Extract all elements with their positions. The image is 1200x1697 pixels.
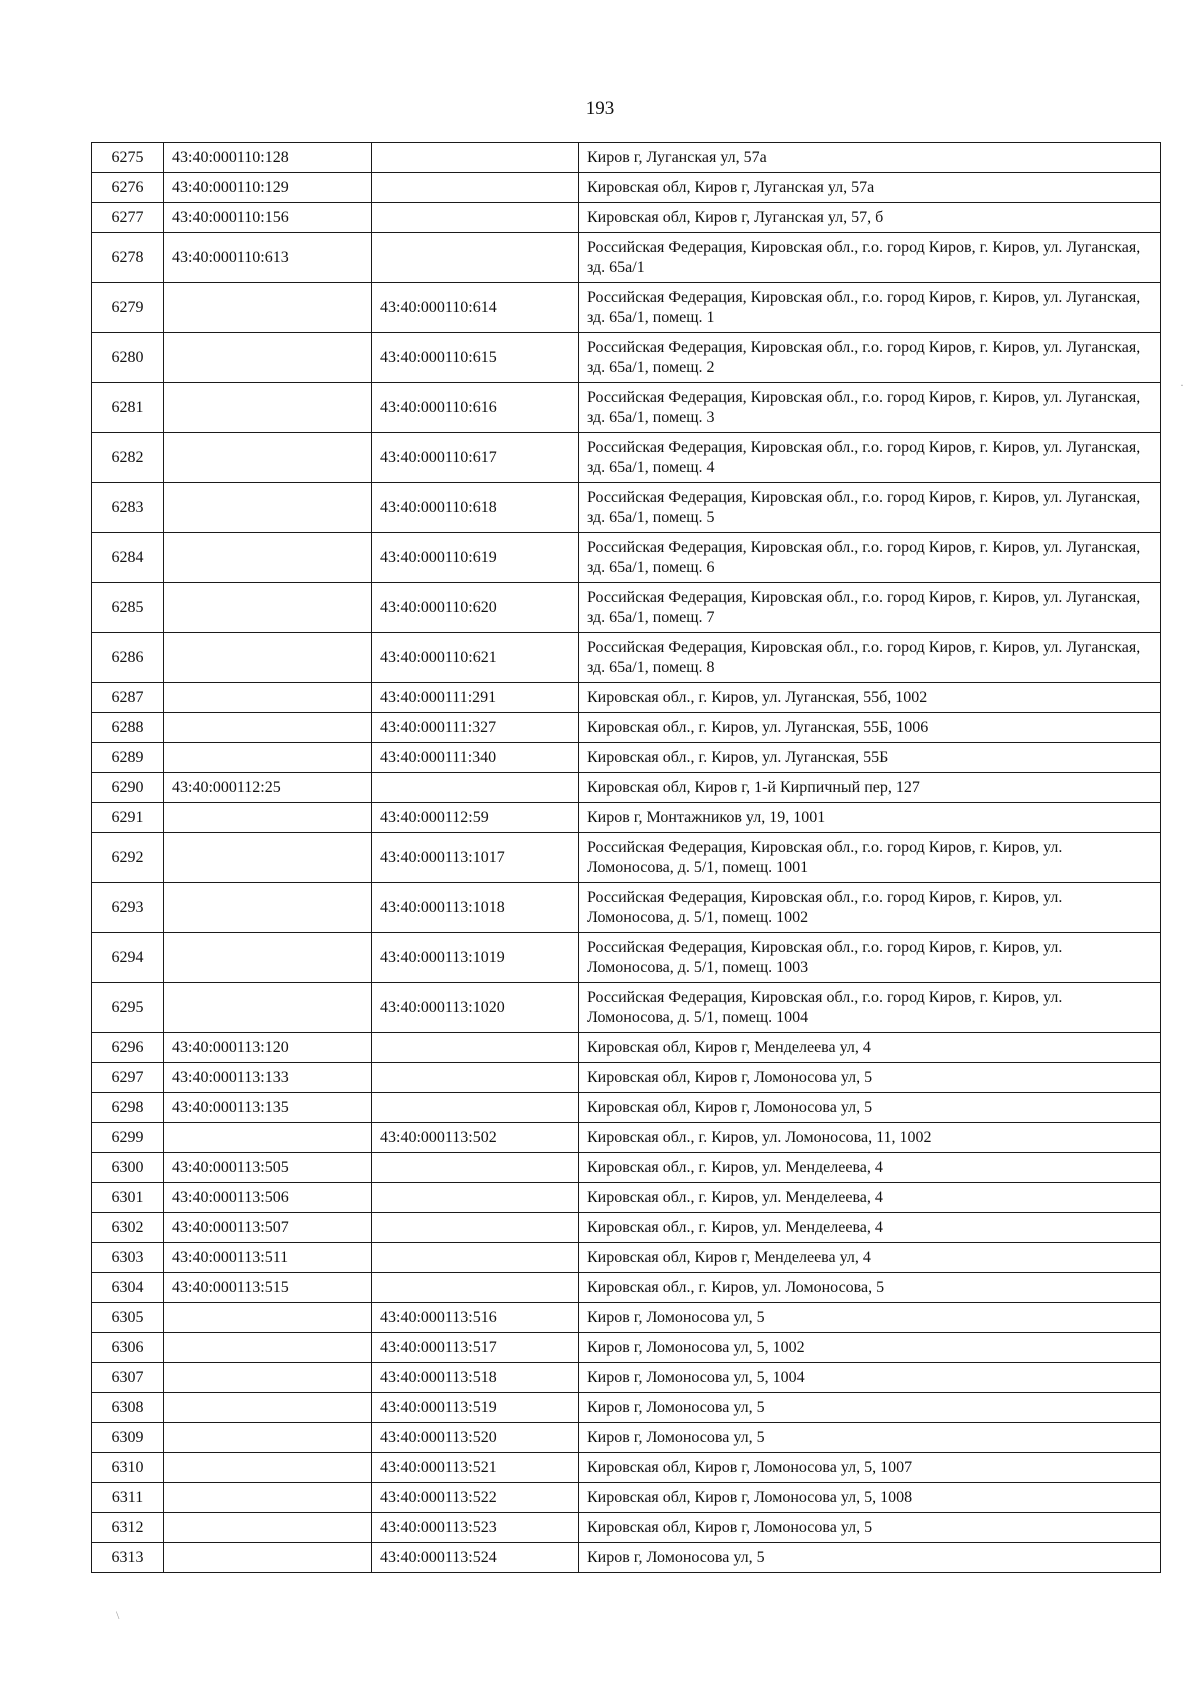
table-row bbox=[92, 173, 1161, 203]
premises-cadastral-number-cell: 43:40:000113:1020 bbox=[372, 983, 579, 1033]
table-row bbox=[92, 683, 1161, 713]
table-row bbox=[92, 1303, 1161, 1333]
row-number-cell: 6278 bbox=[92, 233, 164, 283]
table-row bbox=[92, 1213, 1161, 1243]
table-row bbox=[92, 1063, 1161, 1093]
table-row bbox=[92, 633, 1161, 683]
premises-cadastral-number-cell: 43:40:000112:59 bbox=[372, 803, 579, 833]
table-row bbox=[92, 1513, 1161, 1543]
row-number-cell: 6276 bbox=[92, 173, 164, 203]
cadastral-number-cell bbox=[164, 1543, 372, 1573]
cadastral-number-cell bbox=[164, 333, 372, 383]
premises-cadastral-number-cell bbox=[372, 233, 579, 283]
table-row bbox=[92, 433, 1161, 483]
table-row bbox=[92, 1153, 1161, 1183]
table-row bbox=[92, 1273, 1161, 1303]
cadastral-number-cell bbox=[164, 1363, 372, 1393]
cadastral-number-cell bbox=[164, 743, 372, 773]
premises-cadastral-number-cell: 43:40:000110:617 bbox=[372, 433, 579, 483]
premises-cadastral-number-cell bbox=[372, 1243, 579, 1273]
row-number-cell: 6298 bbox=[92, 1093, 164, 1123]
row-number-cell: 6302 bbox=[92, 1213, 164, 1243]
table-row bbox=[92, 533, 1161, 583]
row-number-cell: 6313 bbox=[92, 1543, 164, 1573]
premises-cadastral-number-cell: 43:40:000113:521 bbox=[372, 1453, 579, 1483]
premises-cadastral-number-cell: 43:40:000110:620 bbox=[372, 583, 579, 633]
cadastral-number-cell: 43:40:000113:133 bbox=[164, 1063, 372, 1093]
cadastral-number-cell: 43:40:000113:505 bbox=[164, 1153, 372, 1183]
address-cell: Кировская обл., г. Киров, ул. Луганская, 55Б bbox=[579, 743, 1161, 773]
scan-speck: \ bbox=[116, 1608, 120, 1622]
premises-cadastral-number-cell: 43:40:000113:517 bbox=[372, 1333, 579, 1363]
address-cell: Кировская обл, Киров г, Ломоносова ул, 5 bbox=[579, 1513, 1161, 1543]
address-cell: Киров г, Ломоносова ул, 5, 1004 bbox=[579, 1363, 1161, 1393]
table-row bbox=[92, 1393, 1161, 1423]
address-cell: Кировская обл, Киров г, Ломоносова ул, 5, 1008 bbox=[579, 1483, 1161, 1513]
row-number-cell: 6303 bbox=[92, 1243, 164, 1273]
premises-cadastral-number-cell: 43:40:000111:327 bbox=[372, 713, 579, 743]
row-number-cell: 6294 bbox=[92, 933, 164, 983]
table-row bbox=[92, 933, 1161, 983]
row-number-cell: 6301 bbox=[92, 1183, 164, 1213]
cadastral-number-cell bbox=[164, 533, 372, 583]
cadastral-number-cell bbox=[164, 383, 372, 433]
premises-cadastral-number-cell: 43:40:000113:516 bbox=[372, 1303, 579, 1333]
cadastral-number-cell bbox=[164, 683, 372, 713]
address-cell: Российская Федерация, Кировская обл., г.о. город Киров, г. Киров, ул. Ломоносова, д. 5/1, помещ. 1001 bbox=[579, 833, 1161, 883]
table-row bbox=[92, 1183, 1161, 1213]
row-number-cell: 6279 bbox=[92, 283, 164, 333]
row-number-cell: 6280 bbox=[92, 333, 164, 383]
premises-cadastral-number-cell bbox=[372, 143, 579, 173]
address-cell: Российская Федерация, Кировская обл., г.о. город Киров, г. Киров, ул. Ломоносова, д. 5/1, помещ. 1002 bbox=[579, 883, 1161, 933]
premises-cadastral-number-cell bbox=[372, 173, 579, 203]
cadastral-number-cell bbox=[164, 833, 372, 883]
cadastral-number-cell bbox=[164, 433, 372, 483]
row-number-cell: 6290 bbox=[92, 773, 164, 803]
cadastral-number-cell: 43:40:000113:515 bbox=[164, 1273, 372, 1303]
cadastral-number-cell: 43:40:000110:156 bbox=[164, 203, 372, 233]
row-number-cell: 6299 bbox=[92, 1123, 164, 1153]
address-cell: Кировская обл., г. Киров, ул. Менделеева, 4 bbox=[579, 1213, 1161, 1243]
address-cell: Российская Федерация, Кировская обл., г.о. город Киров, г. Киров, ул. Луганская, зд. 65а/1, помещ. 4 bbox=[579, 433, 1161, 483]
address-cell: Киров г, Ломоносова ул, 5 bbox=[579, 1303, 1161, 1333]
address-cell: Кировская обл, Киров г, Ломоносова ул, 5 bbox=[579, 1093, 1161, 1123]
row-number-cell: 6305 bbox=[92, 1303, 164, 1333]
cadastral-number-cell bbox=[164, 1423, 372, 1453]
premises-cadastral-number-cell: 43:40:000110:621 bbox=[372, 633, 579, 683]
cadastral-number-cell bbox=[164, 1453, 372, 1483]
table-row bbox=[92, 1093, 1161, 1123]
table-row bbox=[92, 233, 1161, 283]
premises-cadastral-number-cell bbox=[372, 1093, 579, 1123]
address-cell: Российская Федерация, Кировская обл., г.о. город Киров, г. Киров, ул. Луганская, зд. 65а/1, помещ. 2 bbox=[579, 333, 1161, 383]
row-number-cell: 6304 bbox=[92, 1273, 164, 1303]
table-row bbox=[92, 1333, 1161, 1363]
premises-cadastral-number-cell: 43:40:000113:502 bbox=[372, 1123, 579, 1153]
address-cell: Кировская обл, Киров г, 1-й Кирпичный пер, 127 bbox=[579, 773, 1161, 803]
address-cell: Киров г, Монтажников ул, 19, 1001 bbox=[579, 803, 1161, 833]
table-row bbox=[92, 1033, 1161, 1063]
row-number-cell: 6308 bbox=[92, 1393, 164, 1423]
address-cell: Кировская обл, Киров г, Ломоносова ул, 5 bbox=[579, 1063, 1161, 1093]
cadastral-registry-table bbox=[91, 142, 1161, 1573]
address-cell: Российская Федерация, Кировская обл., г.о. город Киров, г. Киров, ул. Луганская, зд. 65а/1, помещ. 8 bbox=[579, 633, 1161, 683]
address-cell: Кировская обл., г. Киров, ул. Луганская, 55б, 1002 bbox=[579, 683, 1161, 713]
premises-cadastral-number-cell: 43:40:000110:614 bbox=[372, 283, 579, 333]
page-number: 193 bbox=[585, 98, 615, 119]
cadastral-number-cell bbox=[164, 1513, 372, 1543]
table-row bbox=[92, 283, 1161, 333]
cadastral-number-cell: 43:40:000113:506 bbox=[164, 1183, 372, 1213]
row-number-cell: 6292 bbox=[92, 833, 164, 883]
address-cell: Кировская обл., г. Киров, ул. Менделеева, 4 bbox=[579, 1153, 1161, 1183]
cadastral-number-cell bbox=[164, 1393, 372, 1423]
address-cell: Российская Федерация, Кировская обл., г.о. город Киров, г. Киров, ул. Ломоносова, д. 5/1, помещ. 1003 bbox=[579, 933, 1161, 983]
row-number-cell: 6300 bbox=[92, 1153, 164, 1183]
row-number-cell: 6282 bbox=[92, 433, 164, 483]
premises-cadastral-number-cell: 43:40:000111:291 bbox=[372, 683, 579, 713]
premises-cadastral-number-cell bbox=[372, 1033, 579, 1063]
row-number-cell: 6283 bbox=[92, 483, 164, 533]
row-number-cell: 6293 bbox=[92, 883, 164, 933]
table-row bbox=[92, 803, 1161, 833]
table-row bbox=[92, 1363, 1161, 1393]
cadastral-number-cell: 43:40:000110:129 bbox=[164, 173, 372, 203]
cadastral-number-cell bbox=[164, 283, 372, 333]
address-cell: Кировская обл., г. Киров, ул. Ломоносова, 11, 1002 bbox=[579, 1123, 1161, 1153]
premises-cadastral-number-cell: 43:40:000113:1018 bbox=[372, 883, 579, 933]
premises-cadastral-number-cell: 43:40:000113:522 bbox=[372, 1483, 579, 1513]
premises-cadastral-number-cell: 43:40:000113:520 bbox=[372, 1423, 579, 1453]
cadastral-number-cell bbox=[164, 1303, 372, 1333]
cadastral-number-cell: 43:40:000110:613 bbox=[164, 233, 372, 283]
cadastral-number-cell bbox=[164, 933, 372, 983]
table-row bbox=[92, 833, 1161, 883]
address-cell: Российская Федерация, Кировская обл., г.о. город Киров, г. Киров, ул. Луганская, зд. 65а/1, помещ. 1 bbox=[579, 283, 1161, 333]
row-number-cell: 6312 bbox=[92, 1513, 164, 1543]
address-cell: Российская Федерация, Кировская обл., г.о. город Киров, г. Киров, ул. Луганская, зд. 65а/1, помещ. 6 bbox=[579, 533, 1161, 583]
table-row bbox=[92, 483, 1161, 533]
premises-cadastral-number-cell bbox=[372, 1273, 579, 1303]
cadastral-number-cell bbox=[164, 583, 372, 633]
cadastral-number-cell: 43:40:000113:511 bbox=[164, 1243, 372, 1273]
premises-cadastral-number-cell: 43:40:000110:616 bbox=[372, 383, 579, 433]
cadastral-number-cell bbox=[164, 1333, 372, 1363]
premises-cadastral-number-cell: 43:40:000113:1019 bbox=[372, 933, 579, 983]
row-number-cell: 6275 bbox=[92, 143, 164, 173]
table-row bbox=[92, 1243, 1161, 1273]
address-cell: Российская Федерация, Кировская обл., г.о. город Киров, г. Киров, ул. Луганская, зд. 65а/1, помещ. 7 bbox=[579, 583, 1161, 633]
premises-cadastral-number-cell: 43:40:000113:524 bbox=[372, 1543, 579, 1573]
address-cell: Киров г, Луганская ул, 57а bbox=[579, 143, 1161, 173]
address-cell: Кировская обл, Киров г, Луганская ул, 57, б bbox=[579, 203, 1161, 233]
table-row bbox=[92, 743, 1161, 773]
premises-cadastral-number-cell: 43:40:000113:518 bbox=[372, 1363, 579, 1393]
premises-cadastral-number-cell bbox=[372, 773, 579, 803]
premises-cadastral-number-cell: 43:40:000110:619 bbox=[372, 533, 579, 583]
row-number-cell: 6297 bbox=[92, 1063, 164, 1093]
address-cell: Кировская обл, Киров г, Менделеева ул, 4 bbox=[579, 1243, 1161, 1273]
premises-cadastral-number-cell: 43:40:000111:340 bbox=[372, 743, 579, 773]
row-number-cell: 6311 bbox=[92, 1483, 164, 1513]
table-row bbox=[92, 1453, 1161, 1483]
table-row bbox=[92, 143, 1161, 173]
table-row bbox=[92, 1423, 1161, 1453]
address-cell: Киров г, Ломоносова ул, 5, 1002 bbox=[579, 1333, 1161, 1363]
address-cell: Киров г, Ломоносова ул, 5 bbox=[579, 1423, 1161, 1453]
premises-cadastral-number-cell: 43:40:000110:618 bbox=[372, 483, 579, 533]
row-number-cell: 6289 bbox=[92, 743, 164, 773]
table-row bbox=[92, 983, 1161, 1033]
cadastral-number-cell: 43:40:000113:135 bbox=[164, 1093, 372, 1123]
address-cell: Кировская обл., г. Киров, ул. Луганская, 55Б, 1006 bbox=[579, 713, 1161, 743]
cadastral-number-cell: 43:40:000110:128 bbox=[164, 143, 372, 173]
address-cell: Кировская обл, Киров г, Менделеева ул, 4 bbox=[579, 1033, 1161, 1063]
row-number-cell: 6306 bbox=[92, 1333, 164, 1363]
table-row bbox=[92, 883, 1161, 933]
table-row bbox=[92, 1483, 1161, 1513]
table-body bbox=[92, 143, 1161, 1573]
scan-speck: · bbox=[1180, 378, 1184, 392]
table-row bbox=[92, 773, 1161, 803]
row-number-cell: 6295 bbox=[92, 983, 164, 1033]
table-row bbox=[92, 383, 1161, 433]
table-row bbox=[92, 203, 1161, 233]
row-number-cell: 6286 bbox=[92, 633, 164, 683]
address-cell: Российская Федерация, Кировская обл., г.о. город Киров, г. Киров, ул. Луганская, зд. 65а/1, помещ. 3 bbox=[579, 383, 1161, 433]
premises-cadastral-number-cell bbox=[372, 1153, 579, 1183]
cadastral-number-cell: 43:40:000113:120 bbox=[164, 1033, 372, 1063]
premises-cadastral-number-cell bbox=[372, 1183, 579, 1213]
address-cell: Российская Федерация, Кировская обл., г.о. город Киров, г. Киров, ул. Ломоносова, д. 5/1, помещ. 1004 bbox=[579, 983, 1161, 1033]
cadastral-number-cell bbox=[164, 803, 372, 833]
premises-cadastral-number-cell bbox=[372, 1063, 579, 1093]
address-cell: Киров г, Ломоносова ул, 5 bbox=[579, 1543, 1161, 1573]
cadastral-number-cell bbox=[164, 713, 372, 743]
address-cell: Киров г, Ломоносова ул, 5 bbox=[579, 1393, 1161, 1423]
table-row bbox=[92, 583, 1161, 633]
address-cell: Кировская обл, Киров г, Луганская ул, 57а bbox=[579, 173, 1161, 203]
cadastral-number-cell bbox=[164, 883, 372, 933]
premises-cadastral-number-cell: 43:40:000113:1017 bbox=[372, 833, 579, 883]
row-number-cell: 6288 bbox=[92, 713, 164, 743]
address-cell: Кировская обл., г. Киров, ул. Ломоносова, 5 bbox=[579, 1273, 1161, 1303]
cadastral-number-cell: 43:40:000112:25 bbox=[164, 773, 372, 803]
row-number-cell: 6284 bbox=[92, 533, 164, 583]
row-number-cell: 6310 bbox=[92, 1453, 164, 1483]
row-number-cell: 6287 bbox=[92, 683, 164, 713]
row-number-cell: 6277 bbox=[92, 203, 164, 233]
row-number-cell: 6309 bbox=[92, 1423, 164, 1453]
table-row bbox=[92, 1543, 1161, 1573]
row-number-cell: 6285 bbox=[92, 583, 164, 633]
premises-cadastral-number-cell: 43:40:000110:615 bbox=[372, 333, 579, 383]
row-number-cell: 6296 bbox=[92, 1033, 164, 1063]
premises-cadastral-number-cell: 43:40:000113:523 bbox=[372, 1513, 579, 1543]
row-number-cell: 6291 bbox=[92, 803, 164, 833]
address-cell: Российская Федерация, Кировская обл., г.о. город Киров, г. Киров, ул. Луганская, зд. 65а/1, помещ. 5 bbox=[579, 483, 1161, 533]
table-row bbox=[92, 333, 1161, 383]
row-number-cell: 6281 bbox=[92, 383, 164, 433]
table-row bbox=[92, 713, 1161, 743]
cadastral-number-cell bbox=[164, 1483, 372, 1513]
table-row bbox=[92, 1123, 1161, 1153]
cadastral-number-cell bbox=[164, 483, 372, 533]
cadastral-number-cell bbox=[164, 1123, 372, 1153]
cadastral-number-cell bbox=[164, 633, 372, 683]
premises-cadastral-number-cell: 43:40:000113:519 bbox=[372, 1393, 579, 1423]
address-cell: Кировская обл., г. Киров, ул. Менделеева, 4 bbox=[579, 1183, 1161, 1213]
address-cell: Кировская обл, Киров г, Ломоносова ул, 5, 1007 bbox=[579, 1453, 1161, 1483]
row-number-cell: 6307 bbox=[92, 1363, 164, 1393]
cadastral-number-cell: 43:40:000113:507 bbox=[164, 1213, 372, 1243]
address-cell: Российская Федерация, Кировская обл., г.о. город Киров, г. Киров, ул. Луганская, зд. 65а/1 bbox=[579, 233, 1161, 283]
premises-cadastral-number-cell bbox=[372, 1213, 579, 1243]
cadastral-number-cell bbox=[164, 983, 372, 1033]
premises-cadastral-number-cell bbox=[372, 203, 579, 233]
